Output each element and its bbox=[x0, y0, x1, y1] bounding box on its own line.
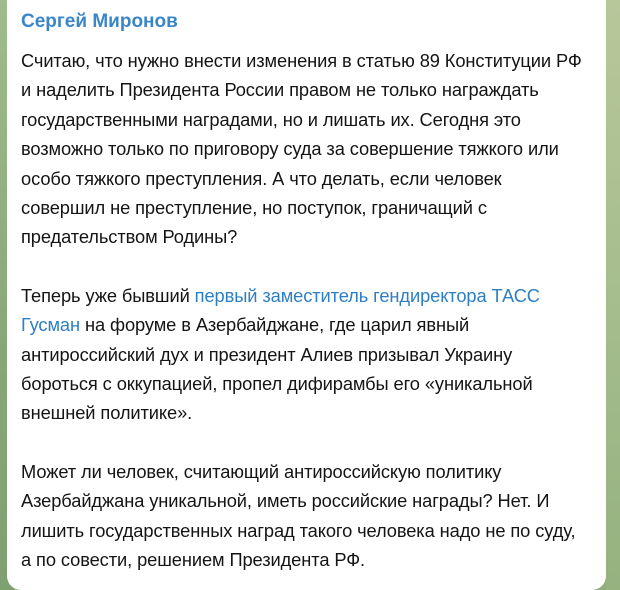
paragraph-2-text-after: на форуме в Азербайджане, где царил явный антироссийский дух и президент Алиев призывал Украину бороться с оккупацией, пропел дифирамбы его «уникальной внешней политике». bbox=[21, 314, 533, 424]
message-paragraph-2 bbox=[21, 281, 590, 428]
paragraph-2-text-before: Теперь уже бывший bbox=[21, 284, 195, 306]
message-bubble bbox=[7, 0, 606, 590]
tass-deputy-link[interactable]: первый заместитель гендиректора ТАСС Гусман bbox=[21, 284, 540, 336]
message-author[interactable]: Сергей Миронов bbox=[21, 11, 178, 32]
message-paragraph-3: Может ли человек, считающий антироссийскую политику Азербайджана уникальной, иметь российские награды? Нет. И лишить государственных наград такого человека надо не по суду, а по совести, решением Президента РФ. bbox=[21, 460, 576, 571]
message-paragraph-1: Считаю, что нужно внести изменения в статью 89 Конституции РФ и наделить Президента России правом не только награждать государственными наградами, но и лишать их. Сегодня это возможно только по приговору суда за совершение тяжкого или особо тяжкого преступления. А что делать, если человек совершил не преступление, но поступок, граничащий с предательством Родины? bbox=[21, 50, 582, 248]
chat-background-right bbox=[606, 0, 620, 590]
